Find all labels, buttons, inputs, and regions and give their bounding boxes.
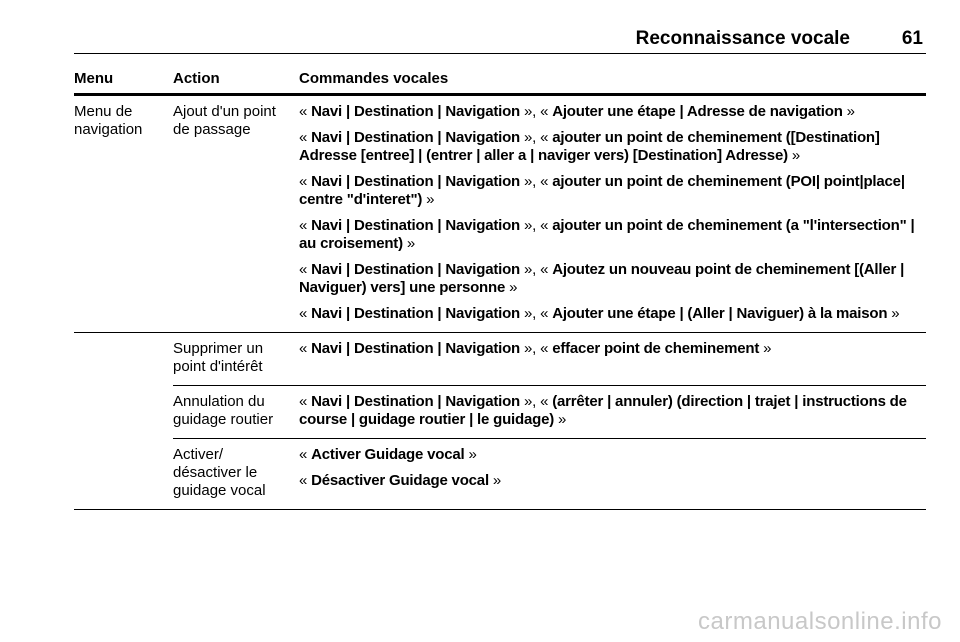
command-delimiter: », « (520, 217, 553, 234)
command-delimiter: « (299, 446, 312, 463)
page-number: 61 (901, 28, 923, 49)
action-cell: Ajout d'un point de passage (173, 95, 299, 333)
command-delimiter: » (505, 279, 518, 296)
command-keyword: ajouter un point de cheminement (a "l'intersection" | au croisement) (299, 217, 915, 252)
column-header-menu: Menu (74, 70, 173, 95)
command-delimiter: » (759, 340, 772, 357)
command-delimiter: » (887, 305, 900, 322)
command-delimiter: », « (520, 305, 553, 322)
command-delimiter: » (842, 103, 855, 120)
command-delimiter: » (402, 235, 416, 252)
command-delimiter: « (299, 393, 312, 410)
command-delimiter: » (488, 472, 502, 489)
command-delimiter: » (554, 411, 567, 428)
menu-cell (74, 386, 173, 439)
voice-command-line (299, 129, 926, 165)
command-keyword: effacer point de cheminement (552, 340, 760, 357)
page-header (74, 24, 926, 54)
command-keyword: Activer Guidage vocal (311, 446, 465, 463)
command-keyword: ajouter un point de cheminement (POI| point|place| centre "d'interet") (299, 173, 905, 208)
command-delimiter: », « (520, 340, 553, 357)
voice-command-line (299, 340, 926, 358)
command-keyword: Ajouter une étape | (Aller | Naviguer) à la maison (552, 305, 888, 322)
table-row (74, 439, 926, 510)
voice-command-line (299, 472, 926, 490)
voice-command-line (299, 446, 926, 464)
command-keyword: (arrêter | annuler) (direction | trajet | instructions de course | guidage routier | le guidage) (299, 393, 907, 428)
column-header-commands: Commandes vocales (299, 70, 926, 95)
page-title: Reconnaissance vocale (635, 28, 850, 49)
command-delimiter: « (299, 129, 312, 146)
command-keyword: Navi | Destination | Navigation (311, 173, 521, 190)
table-body (74, 95, 926, 510)
command-keyword: Navi | Destination | Navigation (311, 129, 521, 146)
command-delimiter: », « (520, 393, 553, 410)
action-cell: Annulation du guidage routier (173, 386, 299, 439)
command-delimiter: « (299, 217, 312, 234)
command-delimiter: « (299, 261, 312, 278)
command-keyword: Navi | Destination | Navigation (311, 340, 521, 357)
command-keyword: Navi | Destination | Navigation (311, 103, 521, 120)
voice-command-line (299, 173, 926, 209)
command-keyword: Ajouter une étape | Adresse de navigation (552, 103, 843, 120)
command-delimiter: » (464, 446, 477, 463)
command-keyword: Ajoutez un nouveau point de cheminement [(Aller | Naviguer) vers] une personne (299, 261, 905, 296)
menu-cell (74, 333, 173, 386)
command-keyword: Navi | Destination | Navigation (311, 261, 521, 278)
table-row (74, 95, 926, 333)
menu-cell (74, 439, 173, 510)
command-delimiter: », « (520, 173, 553, 190)
command-keyword: Désactiver Guidage vocal (311, 472, 489, 489)
action-cell: Activer/ désactiver le guidage vocal (173, 439, 299, 510)
voice-command-line (299, 305, 926, 323)
voice-command-line (299, 393, 926, 429)
commands-cell (299, 386, 926, 439)
commands-cell (299, 333, 926, 386)
commands-cell (299, 439, 926, 510)
voice-command-line (299, 261, 926, 297)
command-keyword: Navi | Destination | Navigation (311, 305, 521, 322)
table-header-row (74, 70, 926, 95)
command-delimiter: « (299, 340, 312, 357)
menu-cell: Menu de navigation (74, 95, 173, 333)
command-delimiter: « (299, 103, 312, 120)
voice-command-line (299, 217, 926, 253)
command-delimiter: « (299, 305, 312, 322)
column-header-action: Action (173, 70, 299, 95)
table-row (74, 386, 926, 439)
command-delimiter: » (422, 191, 435, 208)
voice-command-line (299, 103, 926, 121)
command-delimiter: « (299, 173, 312, 190)
command-delimiter: « (299, 472, 312, 489)
command-delimiter: » (787, 147, 801, 164)
command-delimiter: », « (520, 103, 553, 120)
command-keyword: ajouter un point de cheminement ([Destination] Adresse [entree] | (entrer | aller a | naviger vers) [Destination] Adresse) (299, 129, 880, 164)
watermark: carmanualsonline.info (698, 608, 942, 635)
voice-commands-table (74, 70, 926, 510)
commands-cell (299, 95, 926, 333)
command-delimiter: », « (520, 129, 553, 146)
table-row (74, 333, 926, 386)
action-cell: Supprimer un point d'intérêt (173, 333, 299, 386)
command-keyword: Navi | Destination | Navigation (311, 393, 521, 410)
command-keyword: Navi | Destination | Navigation (311, 217, 521, 234)
command-delimiter: », « (520, 261, 553, 278)
